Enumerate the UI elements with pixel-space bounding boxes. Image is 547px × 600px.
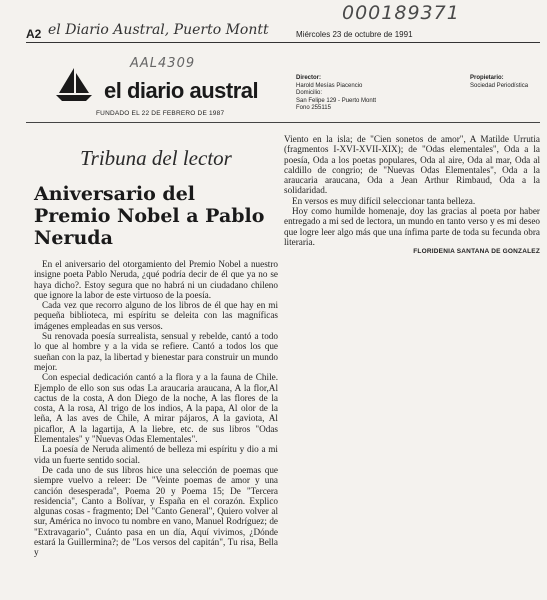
article-body-right xyxy=(284,134,540,247)
founded-line: FUNDADO EL 22 DE FEBRERO DE 1987 xyxy=(96,110,225,117)
masthead-rule xyxy=(26,122,540,123)
handwritten-source: el Diario Austral, Puerto Montt xyxy=(48,22,269,38)
section-title: Tribuna del lector xyxy=(80,146,232,170)
paragraph: En versos es muy difícil seleccionar tanta belleza. xyxy=(292,195,476,206)
owner-block xyxy=(470,75,528,90)
sailboat-logo-icon xyxy=(52,66,96,104)
owner-label: Propietario: xyxy=(470,75,504,81)
imprint-block xyxy=(296,75,416,113)
article-left-column xyxy=(34,134,278,558)
article-right-column xyxy=(284,134,540,255)
author-signature: FLORIDENIA SANTANA DE GONZALEZ xyxy=(413,248,540,256)
article-headline: Aniversario del Premio Nobel a Pablo Neruda xyxy=(34,183,265,249)
paragraph: Con especial dedicación cantó a la flora y a la fauna de Chile. Ejemplo de ello son sus odas La araucaria araucana, A la flor,Al cactus de la costa, A don Diego de la noche, A las flores de la costa, A la rosa, Al trigo de los indios, A la papa, Al olor de la leña, A las aves de Chile, A mirar pájaros, A la gaviota, Al picaflor, A la lagartija, A la liebre, etc. de sus libros "Odas Elementales" y "Nuevas Odas Elementales". xyxy=(34,372,278,445)
newspaper-name: el diario austral xyxy=(104,78,259,103)
paragraph: Hoy como humilde homenaje, doy las gracias al poeta por haber entregado a mi sed de lectora, un mundo en tanto verso y es mi deseo que logre leer algo más que una ínfima parte de toda su fecunda obra literaria. xyxy=(284,206,540,247)
paragraph: En el aniversario del otorgamiento del Premio Nobel a nuestro insigne poeta Pablo Neruda, ¿qué podría decir de él que ya no se haya dicho?. Estoy segura que no habrá ni un ciudadano chileno que ignore la labor de este virtuoso de la poesía. xyxy=(34,259,278,300)
catalog-code: AAL4309 xyxy=(130,56,196,71)
paragraph: Su renovada poesía surrealista, sensual y rebelde, cantó a todo lo que al hombre y a la vida se refiere. Cantó a todos los que sueñan con la paz, la libertad y bienestar para construir un mundo mejor. xyxy=(34,331,278,372)
paragraph: La poesía de Neruda alimentó de belleza mi espíritu y dio a mi vida un fuerte sentido social. xyxy=(34,444,278,465)
domicile-label: Domicilio: xyxy=(296,90,323,97)
paragraph: Cada vez que recorro alguno de los libros de él que hay en mi pequeña biblioteca, mi espíritu se deleita con las magníficas imágenes empleadas en sus versos. xyxy=(34,300,278,331)
paragraph: De cada uno de sus libros hice una selección de poemas que siempre vuelvo a releer: De "Veinte poemas de amor y una canción desesperada", Poema 20 y Poema 15; De "Tercera residencia", Canto a Bolívar, y España en el corazón. Explico algunas cosas - fragmento; Del "Canto General", Quiero volver al sur, América no invoco tu nombre en vano, Manuel Rodríguez; de "Extravagario", Cuánto pasa en un día, Aquí vivimos, ¿Dónde estará la Guillermina?; de "Los versos del capitán", Tu risa, Bella y xyxy=(34,464,278,558)
article-body-left xyxy=(34,259,278,558)
owner-name: Sociedad Periodística xyxy=(470,82,529,89)
publication-date: Miércoles 23 de octubre de 1991 xyxy=(296,30,413,39)
header-rule xyxy=(26,42,540,43)
archive-number: 000189371 xyxy=(342,2,460,24)
director-label: Director: xyxy=(296,75,322,81)
director-name: Harold Mesías Piacencio xyxy=(296,82,363,89)
paragraph: Viento en la isla; de "Cien sonetos de amor", A Matilde Urrutia (fragmentos I-XVI-XVII-XIX); de "Odas elementales", Oda a la poesía, Oda a los poetas populares, Oda al aire, Oda al mar, Oda al caldillo de congrio; de "Nuevas Odas Elementales", Oda a la araucaria araucana, Oda a Jean Arthur Rimbaud, Oda a la solidaridad. xyxy=(284,134,540,196)
phone: Fono 255115 xyxy=(296,105,331,112)
address: San Felipe 129 - Puerto Montt xyxy=(296,97,377,104)
masthead xyxy=(40,62,292,120)
page-number: A2 xyxy=(26,27,42,41)
